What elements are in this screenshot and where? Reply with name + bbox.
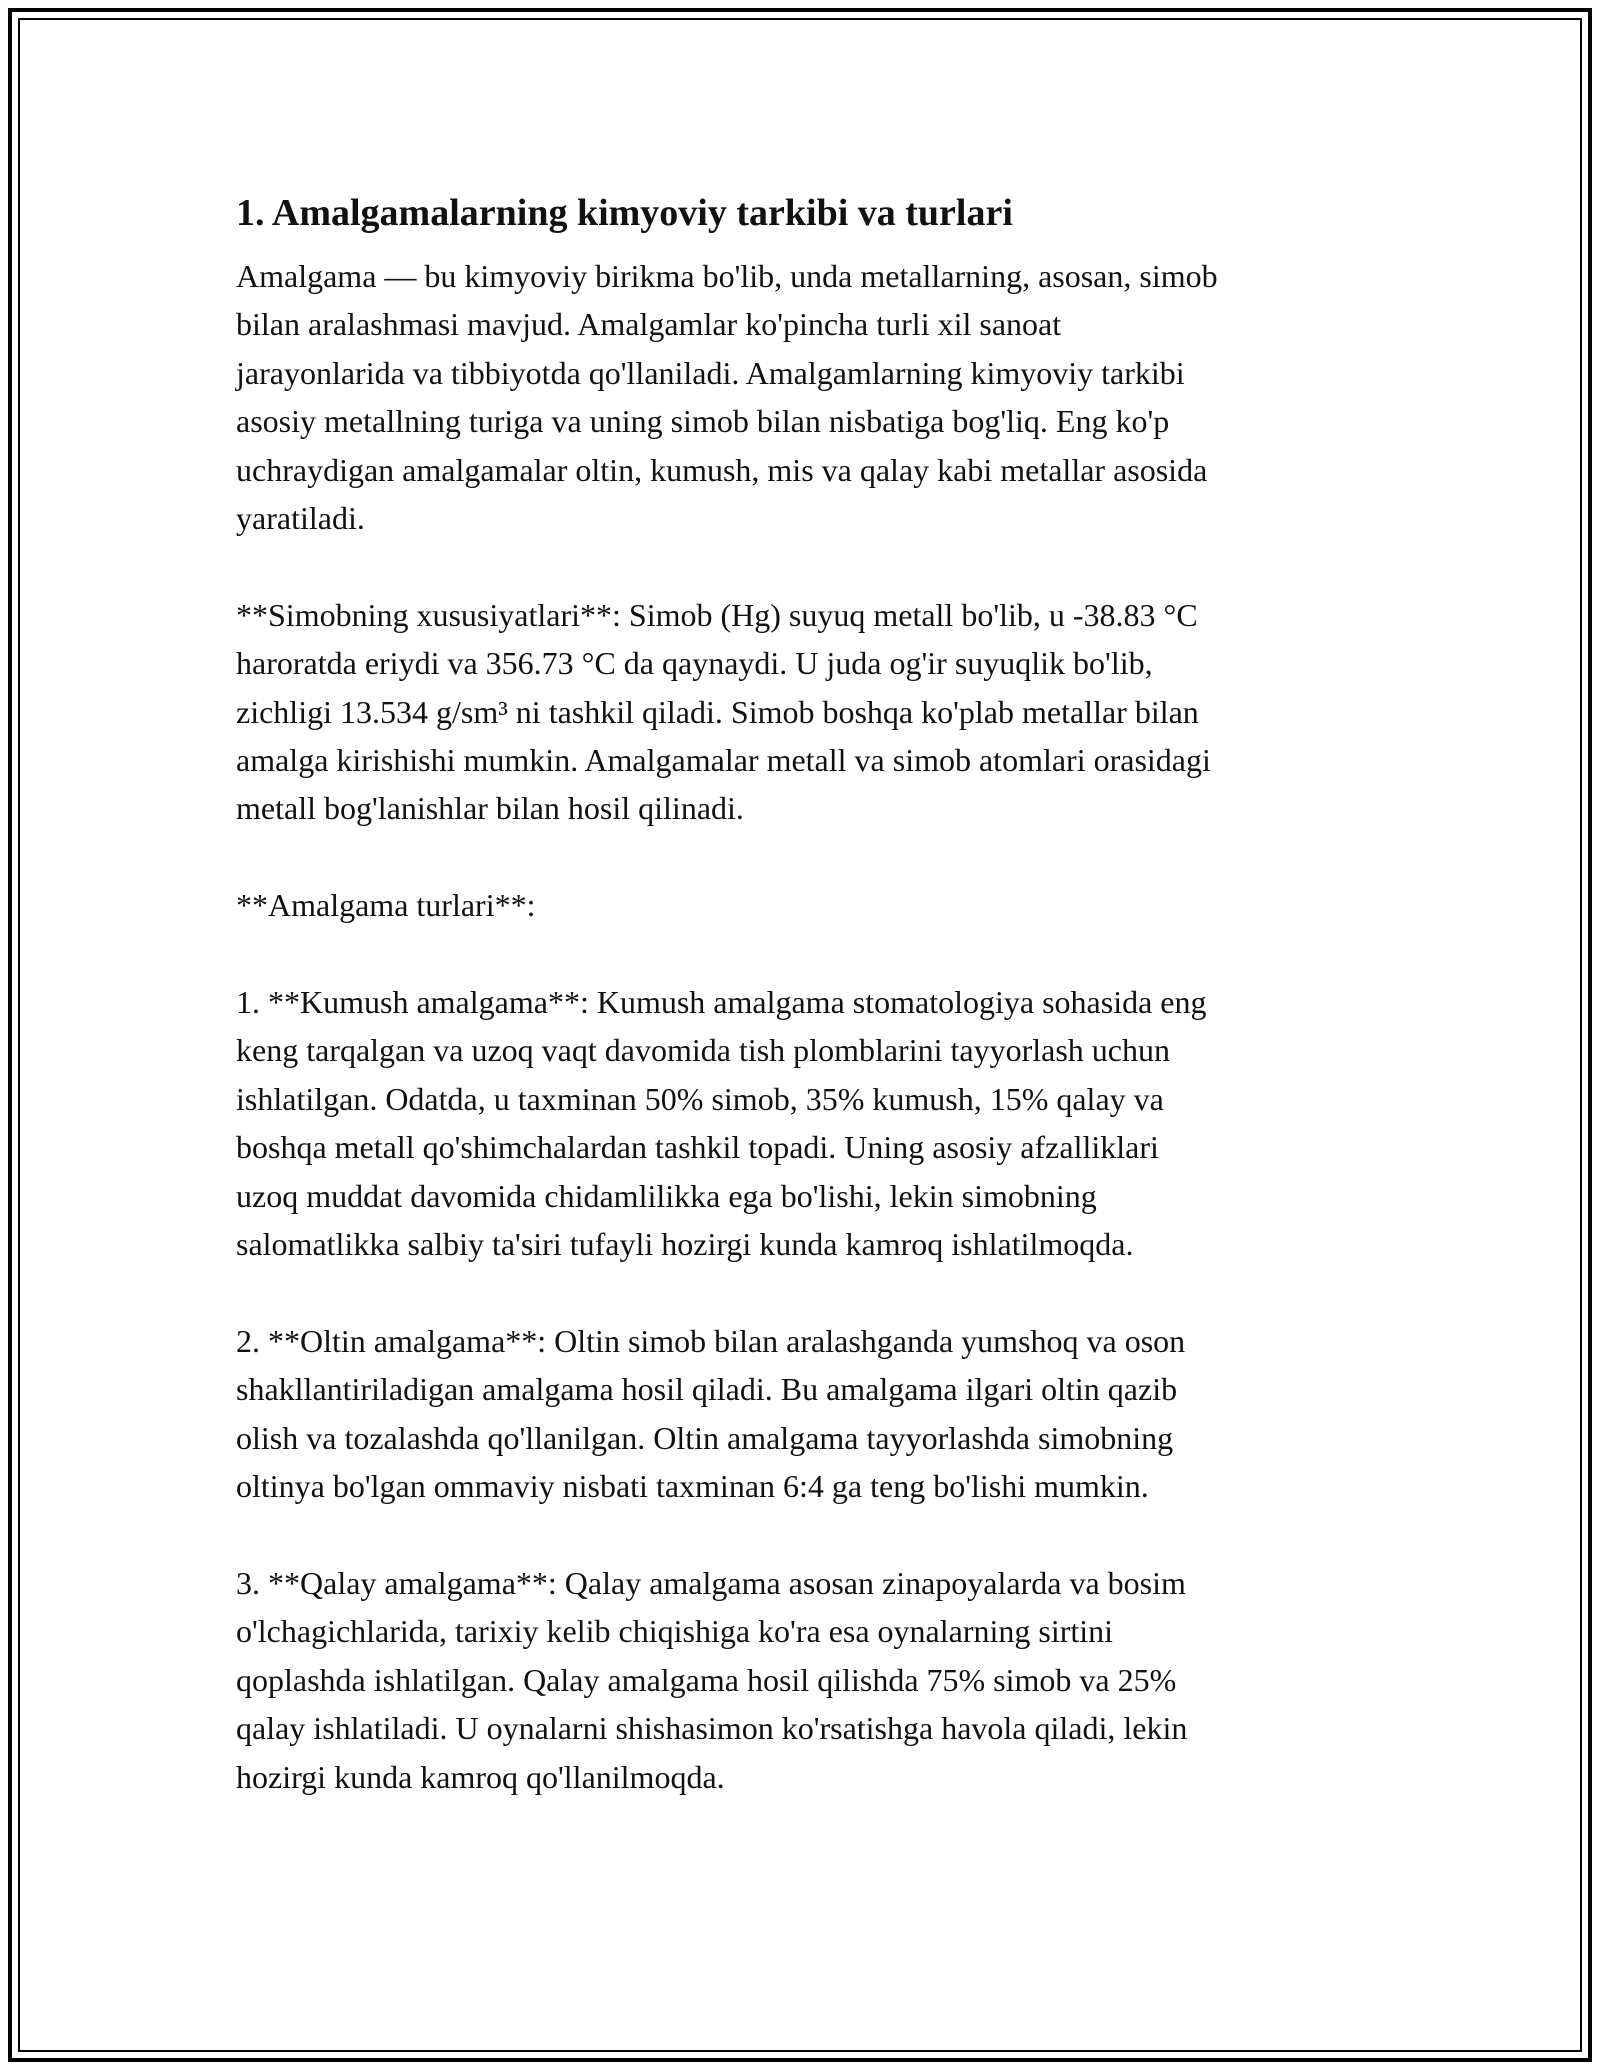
amalgam-types-label: **Amalgama turlari**: [236, 887, 536, 924]
section-heading: 1. Amalgamalarning kimyoviy tarkibi va turlari [236, 192, 1013, 234]
mercury-properties-paragraph: **Simobning xususiyatlari**: Simob (Hg) suyuq metall bo'lib, u -38.83 °C haroratda eriydi va 356.73 °C da qaynaydi. U juda og'ir suyuqlik bo'lib, zichligi 13.534 g/sm³ ni tashkil qiladi. Simob boshqa ko'plab metallar bilan amalga kirishishi mumkin. Amalgamalar metall va simob atomlari orasidagi metall bog'lanishlar bilan hosil qilinadi. [236, 596, 1211, 827]
tin-amalgam-paragraph: 3. **Qalay amalgama**: Qalay amalgama asosan zinapoyalarda va bosim o'lchagichlarida, tarixiy kelib chiqishiga ko'ra esa oynalarning sirtini qoplashda ishlatilgan. Qalay amalgama hosil qilishda 75% simob va 25% qalay ishlatiladi. U oynalarni shishasimon ko'rsatishga havola qiladi, lekin hozirgi kunda kamroq qo'llanilmoqda. [236, 1564, 1188, 1795]
silver-amalgam-paragraph: 1. **Kumush amalgama**: Kumush amalgama stomatologiya sohasida eng keng tarqalgan va uzoq vaqt davomida tish plomblarini tayyorlash uchun ishlatilgan. Odatda, u taxminan 50% simob, 35% kumush, 15% qalay va boshqa metall qo'shimchalardan tashkil topadi. Uning asosiy afzalliklari uzoq muddat davomida chidamlilikka ega bo'lishi, lekin simobning salomatlikka salbiy ta'siri tufayli hozirgi kunda kamroq ishlatilmoqda. [236, 984, 1207, 1263]
gold-amalgam-paragraph: 2. **Oltin amalgama**: Oltin simob bilan aralashganda yumshoq va oson shakllantiriladigan amalgama hosil qiladi. Bu amalgama ilgari oltin qazib olish va tozalashda qo'llanilgan. Oltin amalgama tayyorlashda simobning oltinya bo'lgan ommaviy nisbati taxminan 6:4 ga teng bo'lishi mumkin. [236, 1322, 1186, 1505]
intro-paragraph: Amalgama — bu kimyoviy birikma bo'lib, unda metallarning, asosan, simob bilan aralashmasi mavjud. Amalgamlar ko'pincha turli xil sanoat jarayonlarida va tibbiyotda qo'llaniladi. Amalgamlarning kimyoviy tarkibi asosiy metallning turiga va uning simob bilan nisbatiga bog'liq. Eng ko'p uchraydigan amalgamalar oltin, kumush, mis va qalay kabi metallar asosida yaratiladi. [236, 258, 1218, 537]
document-body [236, 186, 1376, 1801]
